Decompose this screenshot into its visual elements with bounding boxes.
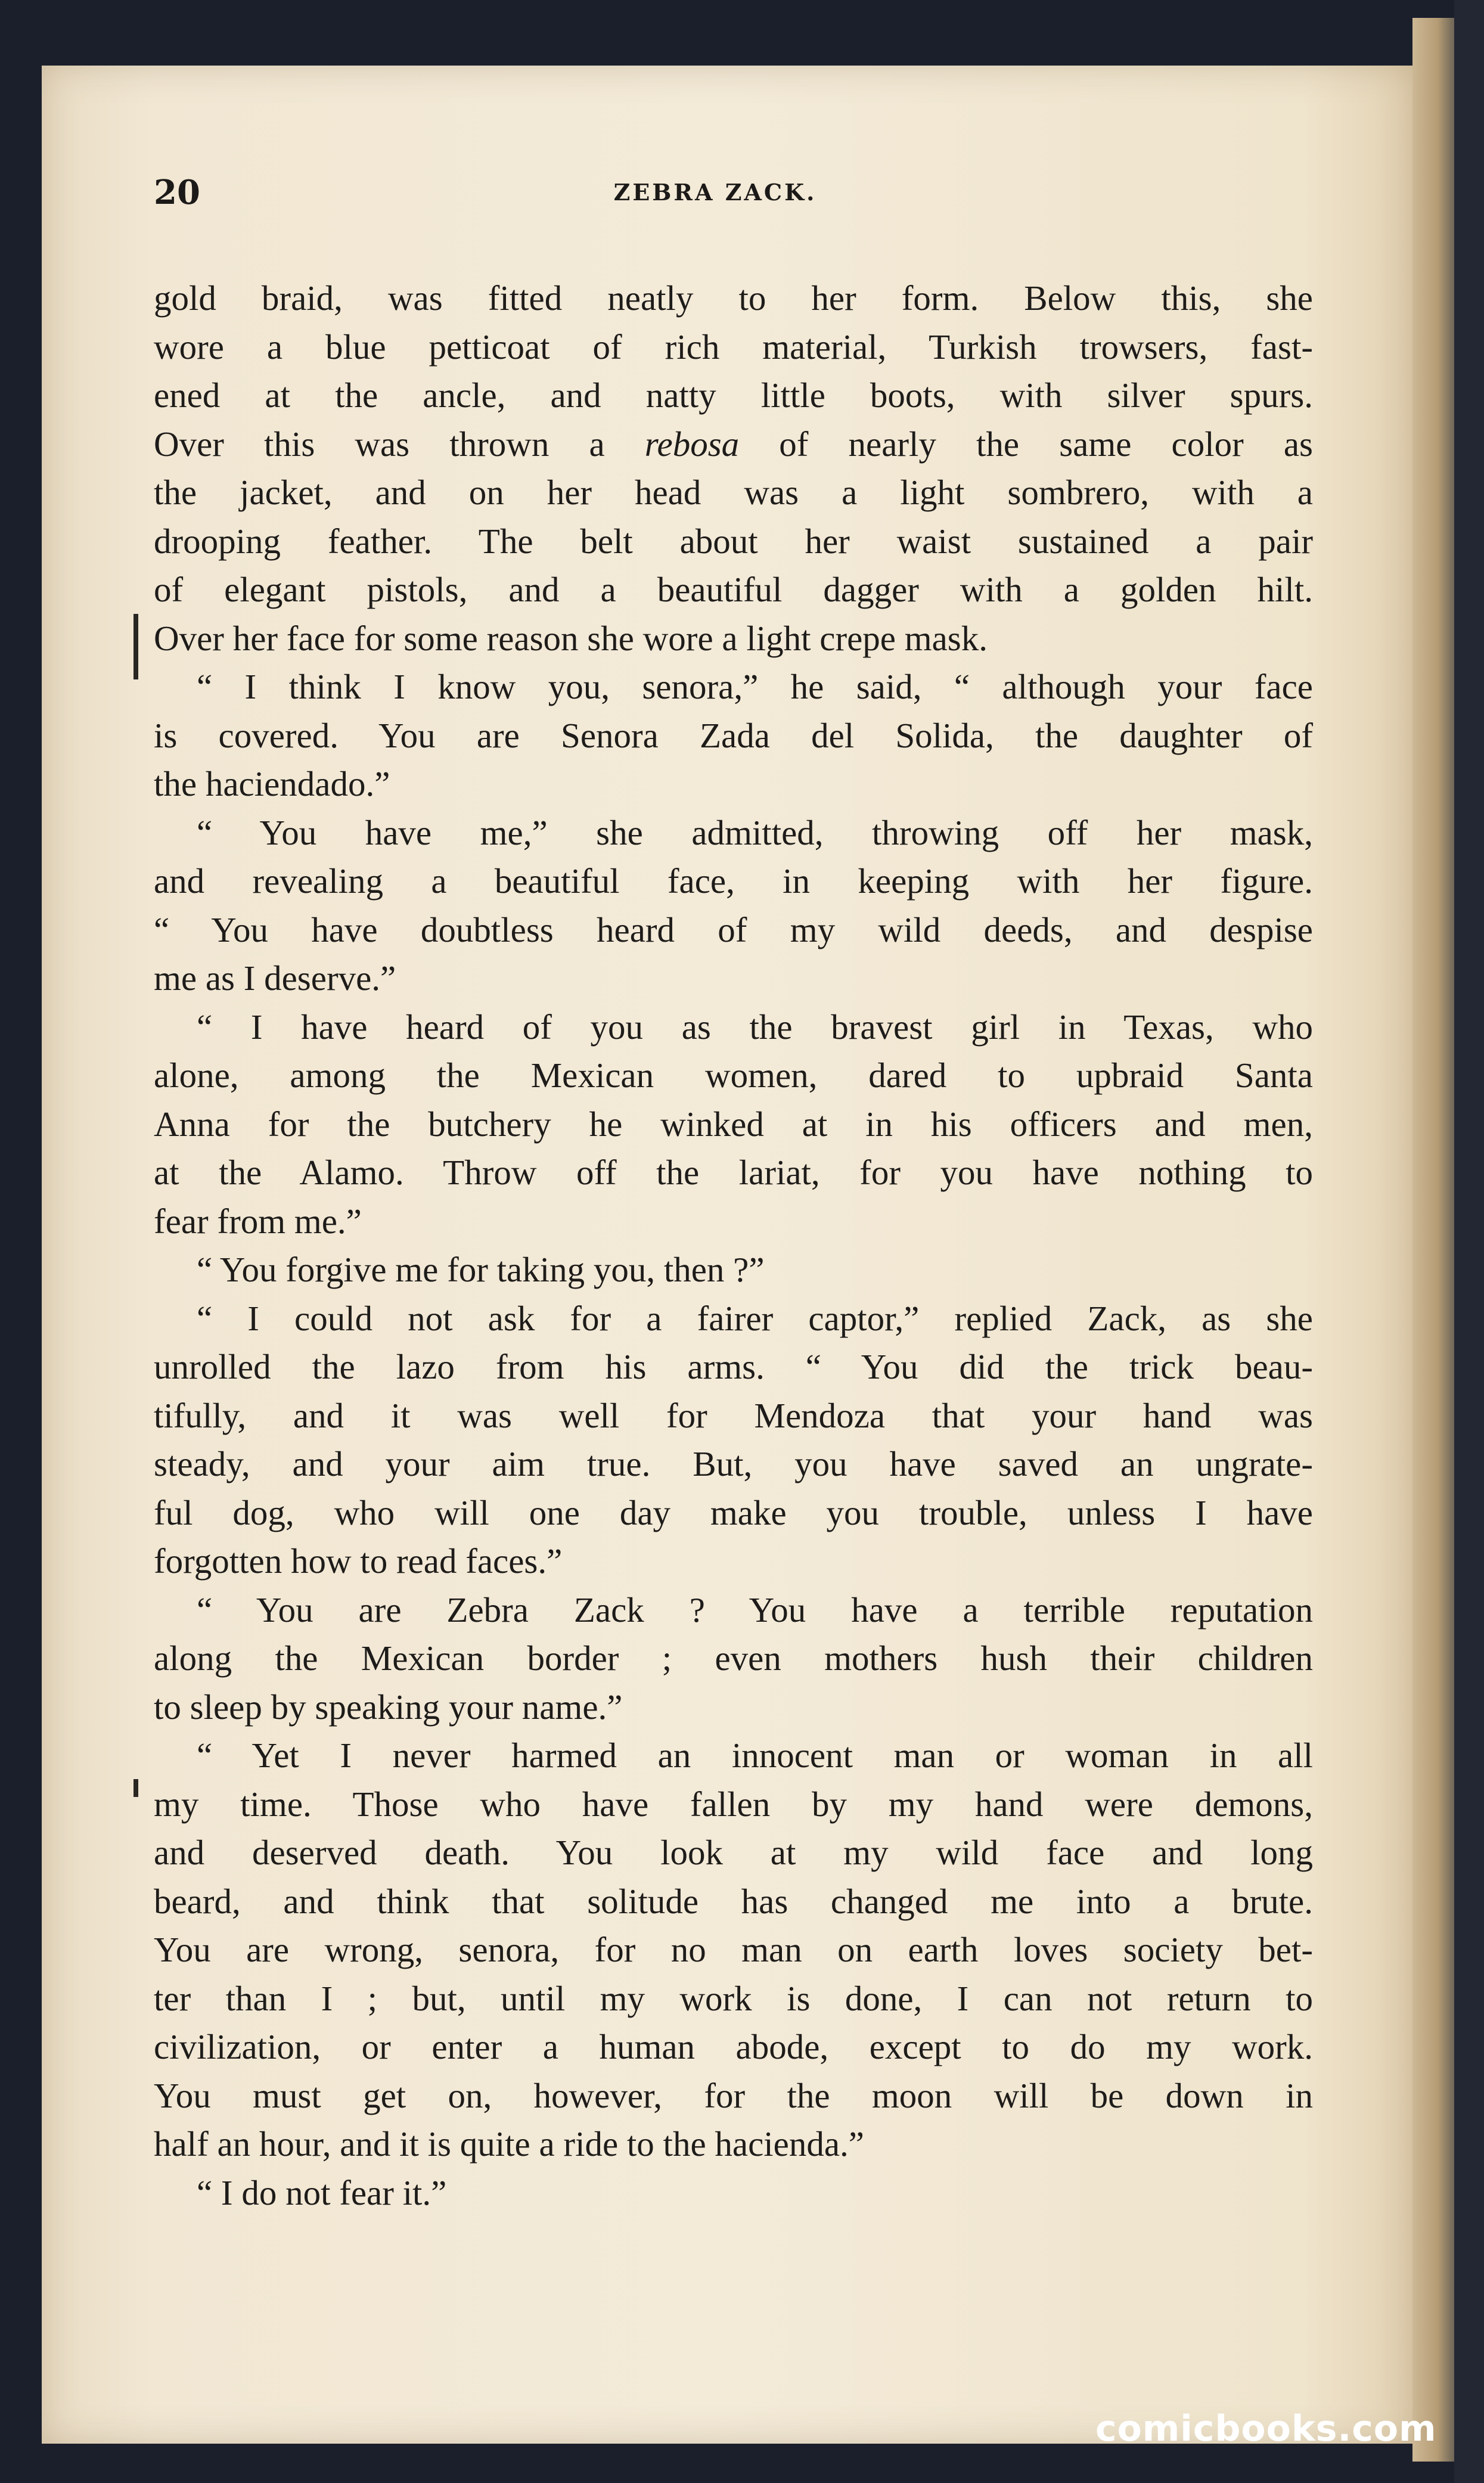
text-line: “ You are Zebra Zack ? You have a terrible reputation bbox=[197, 1590, 1313, 1630]
text-line: Anna for the butchery he winked at in his officers and men, bbox=[154, 1104, 1313, 1144]
text-line: of elegant pistols, and a beautiful dagger with a golden hilt. bbox=[154, 570, 1313, 609]
text-line: civilization, or enter a human abode, except to do my work. bbox=[154, 2027, 1313, 2066]
text-line: “ You forgive me for taking you, then ?” bbox=[197, 1250, 765, 1289]
text-line: Over her face for some reason she wore a light crepe mask. bbox=[154, 618, 988, 658]
text-line: drooping feather. The belt about her waist sustained a pair bbox=[154, 521, 1313, 561]
text-line: tifully, and it was well for Mendoza that your hand was bbox=[154, 1395, 1313, 1435]
page-number: 20 bbox=[154, 173, 200, 212]
page-edge bbox=[1412, 18, 1454, 2462]
text-line: “ You have doubtless heard of my wild deeds, and despise bbox=[154, 910, 1313, 949]
text-line: “ I think I know you, senora,” he said, “ although your face bbox=[197, 667, 1313, 706]
text-line: forgotten how to read faces.” bbox=[154, 1541, 563, 1581]
watermark: comicbooks.com bbox=[1095, 2408, 1437, 2450]
margin-mark bbox=[134, 614, 138, 679]
text-line: wore a blue petticoat of rich material, Turkish trowsers, fast- bbox=[154, 327, 1313, 367]
text-line: at the Alamo. Throw off the lariat, for you have nothing to bbox=[154, 1153, 1313, 1192]
text-line: and revealing a beautiful face, in keeping with her figure. bbox=[154, 861, 1313, 901]
text-line: and deserved death. You look at my wild face and long bbox=[154, 1833, 1313, 1872]
page-header bbox=[113, 173, 1317, 226]
background-strip bbox=[1454, 0, 1484, 2483]
text-line: half an hour, and it is quite a ride to the hacienda.” bbox=[154, 2124, 864, 2164]
text-line: ter than I ; but, until my work is done, I can not return to bbox=[154, 1978, 1313, 2018]
text-line: to sleep by speaking your name.” bbox=[154, 1687, 623, 1727]
margin-mark bbox=[134, 1779, 138, 1797]
text-line: the jacket, and on her head was a light sombrero, with a bbox=[154, 473, 1313, 512]
text-line: gold braid, was fitted neatly to her form. Below this, she bbox=[154, 278, 1313, 318]
text-line: ened at the ancle, and natty little boots, with silver spurs. bbox=[154, 375, 1313, 415]
text-line: You must get on, however, for the moon will be down in bbox=[154, 2075, 1313, 2115]
text-line: fear from me.” bbox=[154, 1201, 362, 1241]
text-line: “ I do not fear it.” bbox=[197, 2172, 447, 2212]
text-line: “ Yet I never harmed an innocent man or woman in all bbox=[197, 1736, 1313, 1775]
text-line: “ I could not ask for a fairer captor,” replied Zack, as she bbox=[197, 1298, 1313, 1338]
text-line: my time. Those who have fallen by my hand were demons, bbox=[154, 1784, 1313, 1824]
text-line: me as I deserve.” bbox=[154, 958, 396, 998]
body-text bbox=[154, 274, 1313, 2217]
text-line: “ I have heard of you as the bravest girl in Texas, who bbox=[197, 1007, 1313, 1047]
italic-word: rebosa bbox=[644, 424, 740, 464]
text-line: along the Mexican border ; even mothers hush their children bbox=[154, 1638, 1313, 1678]
text-line: ful dog, who will one day make you trouble, unless I have bbox=[154, 1492, 1313, 1532]
text-line: beard, and think that solitude has changed me into a brute. bbox=[154, 1881, 1313, 1921]
running-head: ZEBRA ZACK. bbox=[613, 179, 817, 206]
text-line: Over this was thrown a rebosa of nearly the same color as bbox=[154, 424, 1313, 464]
text-line: “ You have me,” she admitted, throwing off her mask, bbox=[197, 812, 1313, 852]
text-line: alone, among the Mexican women, dared to upbraid Santa bbox=[154, 1056, 1313, 1095]
text-line: You are wrong, senora, for no man on earth loves society bet- bbox=[154, 1930, 1313, 1969]
text-line: is covered. You are Senora Zada del Solida, the daughter of bbox=[154, 715, 1313, 755]
text-line: unrolled the lazo from his arms. “ You did the trick beau- bbox=[154, 1347, 1313, 1386]
text-line: steady, and your aim true. But, you have saved an ungrate- bbox=[154, 1444, 1313, 1483]
text-line: the haciendado.” bbox=[154, 764, 390, 803]
